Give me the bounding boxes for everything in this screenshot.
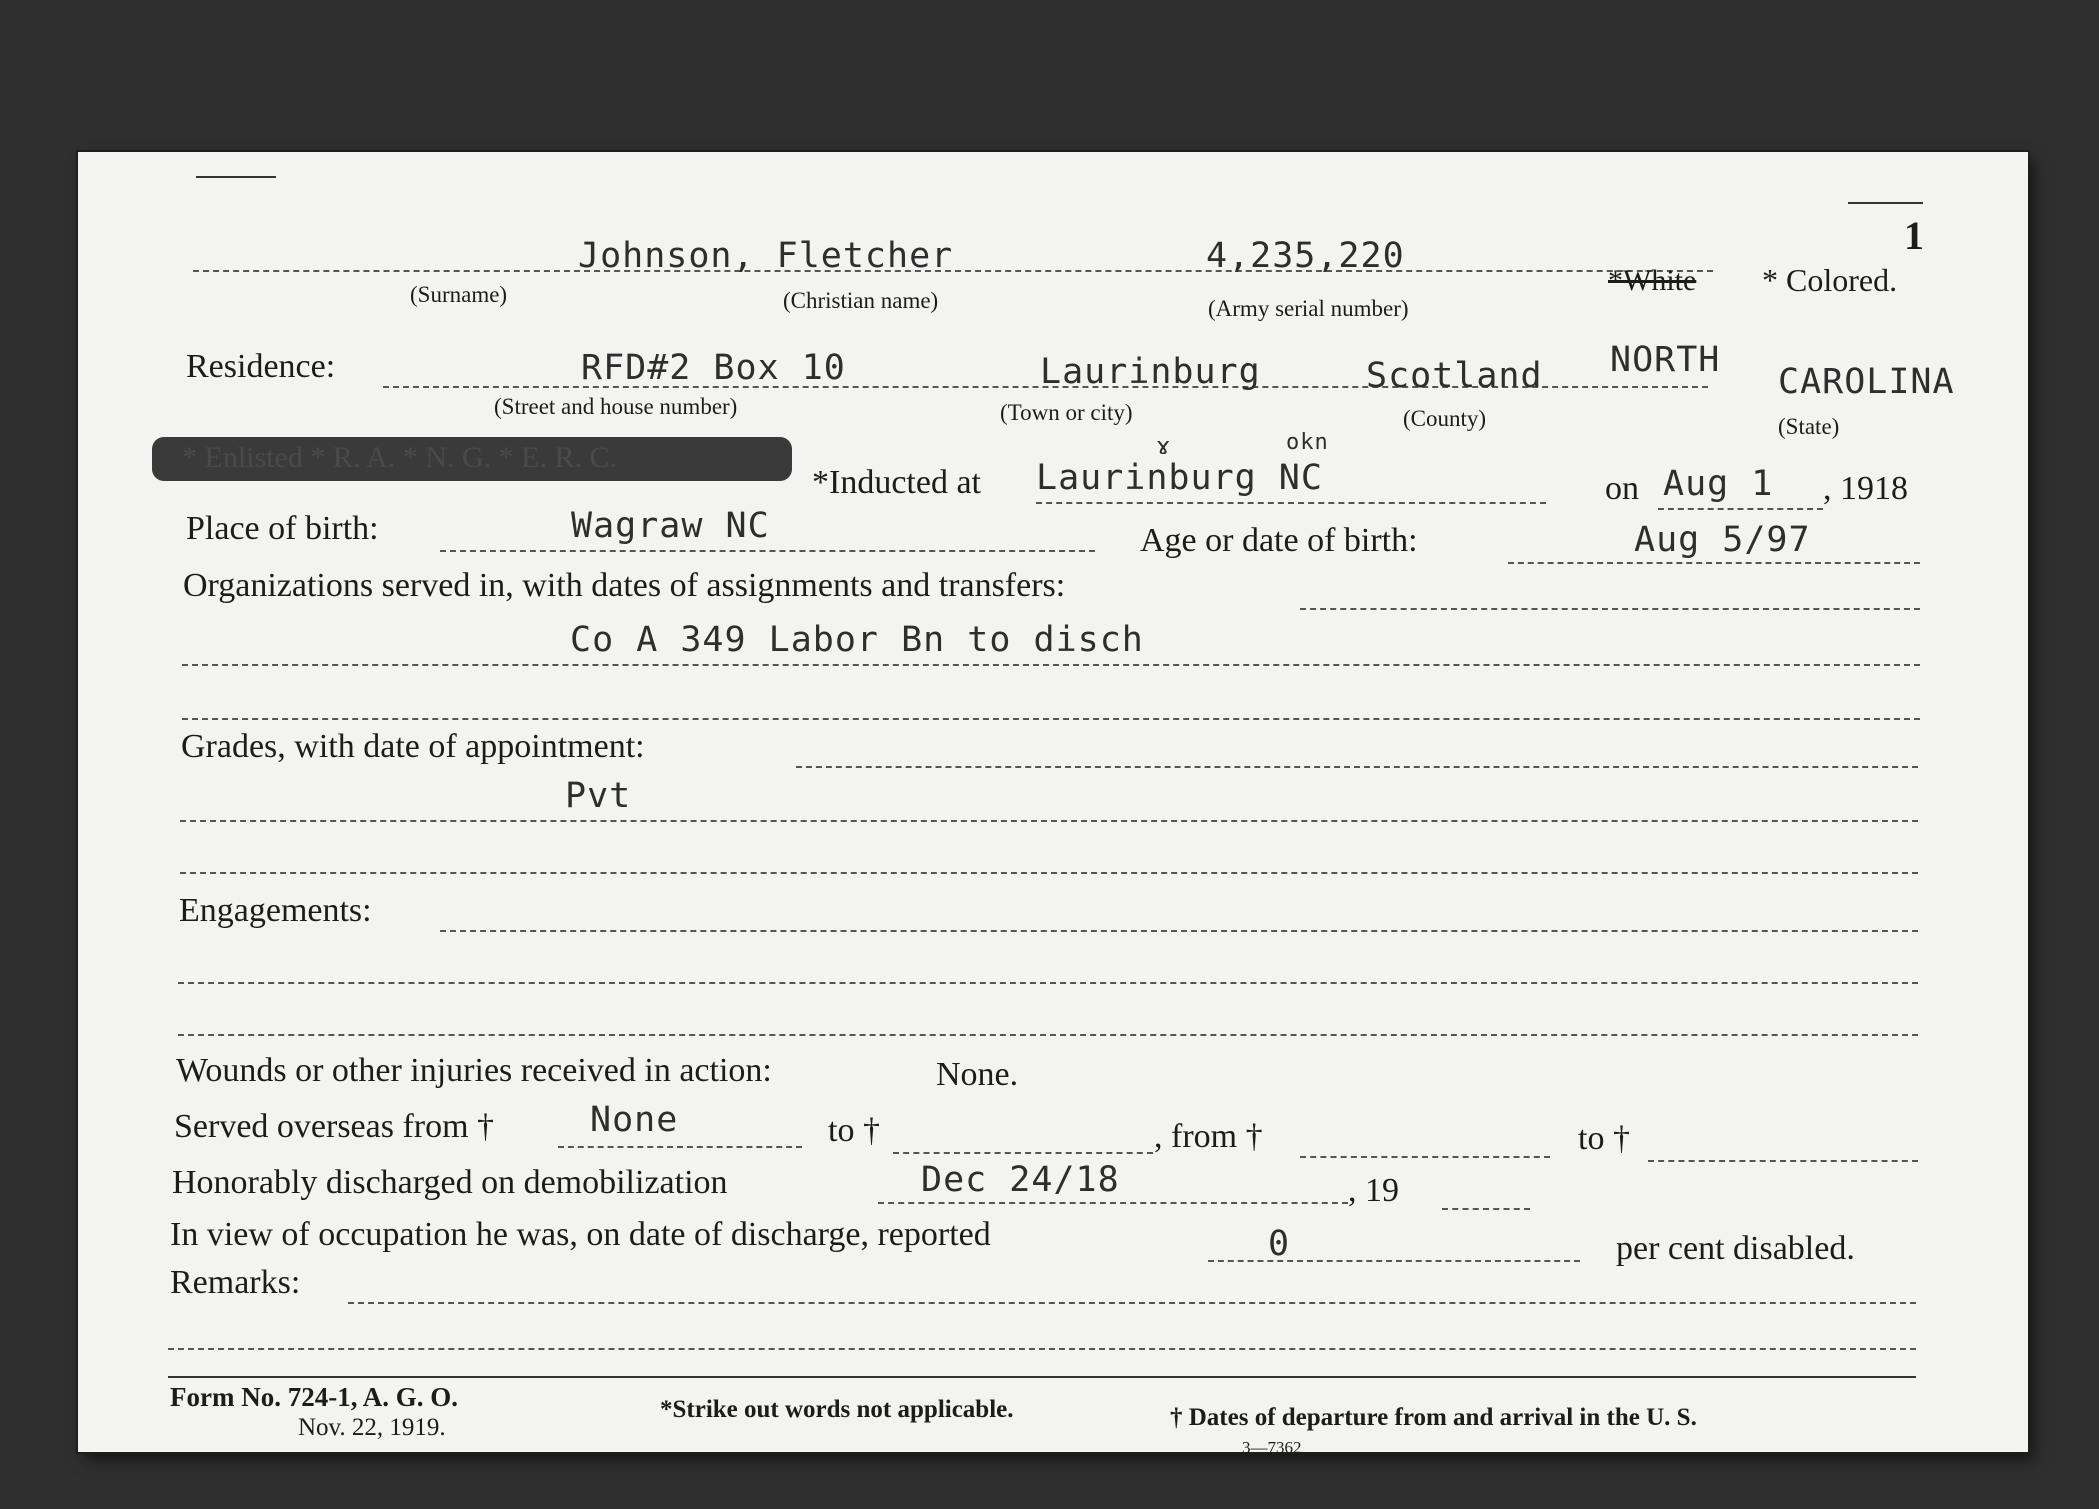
footer-rule xyxy=(168,1376,1916,1378)
inducted-year: , 1918 xyxy=(1823,470,1908,507)
grades-line-2 xyxy=(180,820,1918,822)
engagements-line-3 xyxy=(178,1034,1918,1036)
discharge-year-line xyxy=(1442,1208,1530,1210)
inducted-on-label: on xyxy=(1605,470,1639,507)
inducted-place: Laurinburg NC xyxy=(1036,458,1323,498)
residence-street: RFD#2 Box 10 xyxy=(581,348,846,388)
overseas-from-line xyxy=(558,1146,802,1148)
residence-county: Scotland xyxy=(1366,356,1543,396)
grades-value: Pvt xyxy=(565,776,632,816)
engagements-line-2 xyxy=(178,982,1918,984)
top-right-rule xyxy=(1848,202,1923,204)
footnote-strike: *Strike out words not applicable. xyxy=(660,1396,1014,1423)
engagements-label: Engagements: xyxy=(179,892,372,929)
wounds-label: Wounds or other injuries received in action: xyxy=(176,1052,772,1089)
organizations-value: Co A 349 Labor Bn to disch xyxy=(570,620,1144,660)
redaction-bar xyxy=(152,437,792,481)
caption-town: (Town or city) xyxy=(1000,400,1133,425)
name-value: Johnson, Fletcher xyxy=(578,236,954,276)
overseas-from-label-2: , from † xyxy=(1154,1118,1263,1155)
remarks-line-2 xyxy=(168,1348,1916,1350)
discharge-year: , 19 xyxy=(1348,1172,1399,1209)
organizations-line-3 xyxy=(182,718,1920,720)
date-of-birth-label: Age or date of birth: xyxy=(1140,522,1418,559)
disability-suffix: per cent disabled. xyxy=(1616,1230,1855,1267)
grades-label: Grades, with date of appointment: xyxy=(181,728,645,765)
caption-county: (County) xyxy=(1403,406,1487,431)
grades-line-3 xyxy=(180,872,1918,874)
form-date: Nov. 22, 1919. xyxy=(298,1414,446,1441)
organizations-line-2 xyxy=(182,664,1920,666)
discharge-value: Dec 24/18 xyxy=(921,1160,1120,1200)
disability-label: In view of occupation he was, on date of discharge, reported xyxy=(170,1216,991,1253)
print-code: 3—7362 xyxy=(1242,1438,1302,1457)
form-number: Form No. 724-1, A. G. O. xyxy=(170,1382,458,1412)
discharge-line xyxy=(878,1202,1348,1204)
residence-label: Residence: xyxy=(186,348,336,385)
overseas-to-label-2: to † xyxy=(1578,1120,1630,1157)
card-number: 1 xyxy=(1904,213,1924,258)
place-of-birth-line xyxy=(440,550,1095,552)
top-left-rule xyxy=(196,176,276,178)
caption-state: (State) xyxy=(1778,414,1840,439)
inducted-label: *Inducted at xyxy=(812,464,981,501)
inducted-line xyxy=(1036,502,1546,504)
disability-line xyxy=(1208,1260,1580,1262)
overseas-to-line-2 xyxy=(1648,1160,1918,1162)
engagements-line-1 xyxy=(440,930,1918,932)
disability-value: 0 xyxy=(1268,1224,1291,1264)
residence-state-2: CAROLINA xyxy=(1778,362,1955,402)
caption-christian: (Christian name) xyxy=(783,288,939,313)
caption-serial: (Army serial number) xyxy=(1208,296,1409,321)
place-of-birth-label: Place of birth: xyxy=(186,510,379,547)
inducted-date-line xyxy=(1658,508,1823,510)
footnote-dates: † Dates of departure from and arrival in the U. S. xyxy=(1170,1404,1697,1431)
discharge-label: Honorably discharged on demobilization xyxy=(172,1164,728,1201)
grades-line-1 xyxy=(796,766,1918,768)
overseas-label: Served overseas from † xyxy=(174,1108,495,1145)
inducted-correction-1: ɤ xyxy=(1156,432,1172,460)
overseas-value: None xyxy=(590,1100,679,1140)
caption-surname: (Surname) xyxy=(410,282,508,307)
date-of-birth-value: Aug 5/97 xyxy=(1634,520,1811,560)
serial-value: 4,235,220 xyxy=(1206,236,1405,276)
residence-town: Laurinburg xyxy=(1040,352,1261,392)
residence-state-1: NORTH xyxy=(1610,340,1721,380)
inducted-correction-2: okn xyxy=(1286,430,1329,455)
wounds-value: None. xyxy=(936,1056,1019,1093)
service-record-card xyxy=(78,152,2028,1457)
date-of-birth-line xyxy=(1508,562,1920,564)
overseas-from-line-2 xyxy=(1300,1156,1550,1158)
remarks-line-1 xyxy=(348,1302,1916,1304)
inducted-date: Aug 1 xyxy=(1663,464,1774,504)
redacted-enlisted-text: * Enlisted * R. A. * N. G. * E. R. C. xyxy=(182,441,618,474)
overseas-to-line-1 xyxy=(893,1152,1153,1154)
caption-street: (Street and house number) xyxy=(494,394,738,419)
race-white: *White xyxy=(1608,264,1697,297)
place-of-birth-value: Wagraw NC xyxy=(571,506,770,546)
race-colored: * Colored. xyxy=(1762,262,1898,298)
remarks-label: Remarks: xyxy=(170,1264,301,1301)
organizations-line-1 xyxy=(1300,608,1920,610)
organizations-label: Organizations served in, with dates of assignments and transfers: xyxy=(183,567,1066,604)
overseas-to-label-1: to † xyxy=(828,1112,880,1149)
